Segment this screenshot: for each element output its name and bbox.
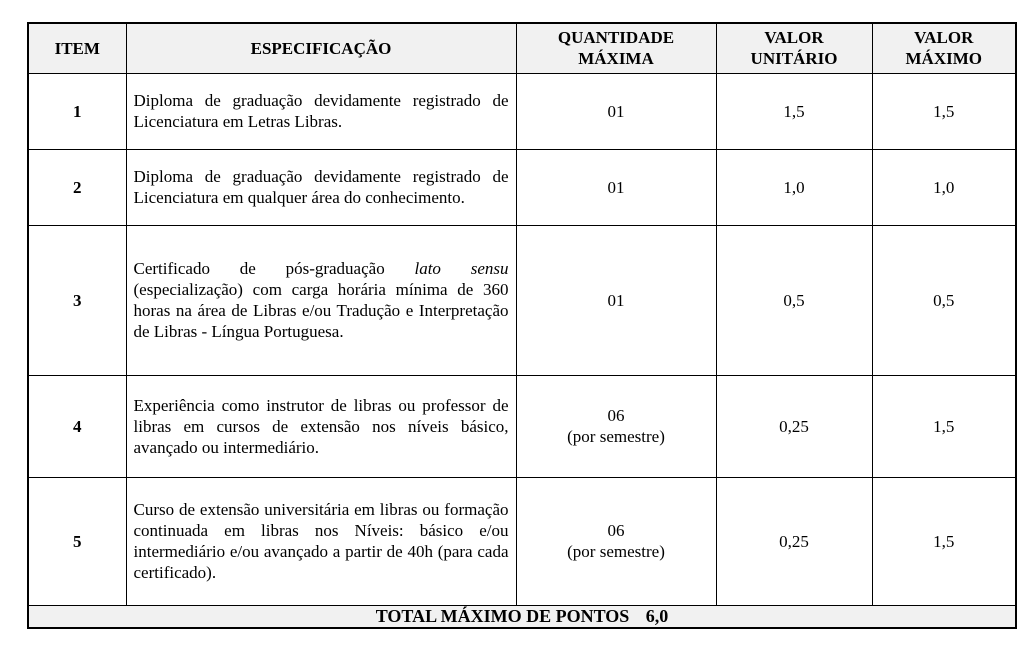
valor-maximo-value: 1,0	[872, 149, 1016, 225]
especificacao-text: Experiência como instrutor de libras ou professor de libras em cursos de extensão nos níveis básico, avançado ou intermediário.	[126, 375, 516, 477]
valor-maximo-value: 1,5	[872, 375, 1016, 477]
column-header-valor-maximo-line1: VALOR	[914, 28, 974, 48]
column-header-item-label: ITEM	[54, 38, 100, 58]
table-row	[28, 375, 1016, 477]
especificacao-text: Certificado de pós-graduação lato sensu (especialização) com carga horária mínima de 360 horas na área de Libras e/ou Tradução e Interpretação de Libras - Língua Portuguesa.	[126, 225, 516, 375]
quantidade-line1: 06	[607, 406, 625, 425]
total-value: 6,0	[645, 605, 669, 626]
quantidade-line1: 01	[607, 101, 625, 121]
quantidade-line1: 06	[607, 521, 625, 540]
table-header-row	[28, 23, 1016, 73]
quantidade-line2: (por semestre)	[567, 427, 665, 446]
quantidade-maxima-value	[516, 375, 716, 477]
valor-maximo-value: 1,5	[872, 477, 1016, 605]
quantidade-maxima-value	[516, 73, 716, 149]
table-row	[28, 73, 1016, 149]
column-header-especificacao	[126, 23, 516, 73]
valor-unitario-value: 1,0	[716, 149, 872, 225]
column-header-especificacao-label: ESPECIFICAÇÃO	[250, 38, 392, 58]
item-number: 4	[28, 375, 126, 477]
item-number: 2	[28, 149, 126, 225]
table-row	[28, 477, 1016, 605]
item-number: 3	[28, 225, 126, 375]
table-footer-row	[28, 605, 1016, 628]
pontuacao-table	[27, 22, 1017, 629]
valor-unitario-value: 0,25	[716, 477, 872, 605]
quantidade-maxima-value	[516, 149, 716, 225]
column-header-valor-unitario	[716, 23, 872, 73]
total-label: TOTAL MÁXIMO DE PONTOS	[375, 605, 630, 626]
column-header-quantidade-maxima	[516, 23, 716, 73]
item-number: 1	[28, 73, 126, 149]
column-header-quantidade-line1: QUANTIDADE	[557, 28, 675, 48]
quantidade-line1: 01	[607, 177, 625, 197]
column-header-valor-maximo-line2: MÁXIMO	[905, 49, 982, 69]
column-header-valor-unitario-line2: UNITÁRIO	[750, 49, 838, 69]
especificacao-text: Diploma de graduação devidamente registrado de Licenciatura em Letras Libras.	[126, 73, 516, 149]
quantidade-line2: (por semestre)	[567, 542, 665, 561]
column-header-valor-maximo	[872, 23, 1016, 73]
column-header-quantidade-line2: MÁXIMA	[578, 49, 654, 69]
valor-maximo-value: 1,5	[872, 73, 1016, 149]
column-header-valor-unitario-line1: VALOR	[764, 28, 824, 48]
quantidade-maxima-value	[516, 477, 716, 605]
quantidade-line1: 01	[607, 290, 625, 310]
especificacao-text: Curso de extensão universitária em libras ou formação continuada em libras nos Níveis: básico e/ou intermediário e/ou avançado a partir de 40h (para cada certificado).	[126, 477, 516, 605]
valor-unitario-value: 0,25	[716, 375, 872, 477]
table-row	[28, 149, 1016, 225]
column-header-item	[28, 23, 126, 73]
especificacao-text: Diploma de graduação devidamente registrado de Licenciatura em qualquer área do conhecimento.	[126, 149, 516, 225]
table-row	[28, 225, 1016, 375]
valor-unitario-value: 0,5	[716, 225, 872, 375]
valor-unitario-value: 1,5	[716, 73, 872, 149]
total-row-cell	[28, 605, 1016, 628]
item-number: 5	[28, 477, 126, 605]
quantidade-maxima-value	[516, 225, 716, 375]
valor-maximo-value: 0,5	[872, 225, 1016, 375]
